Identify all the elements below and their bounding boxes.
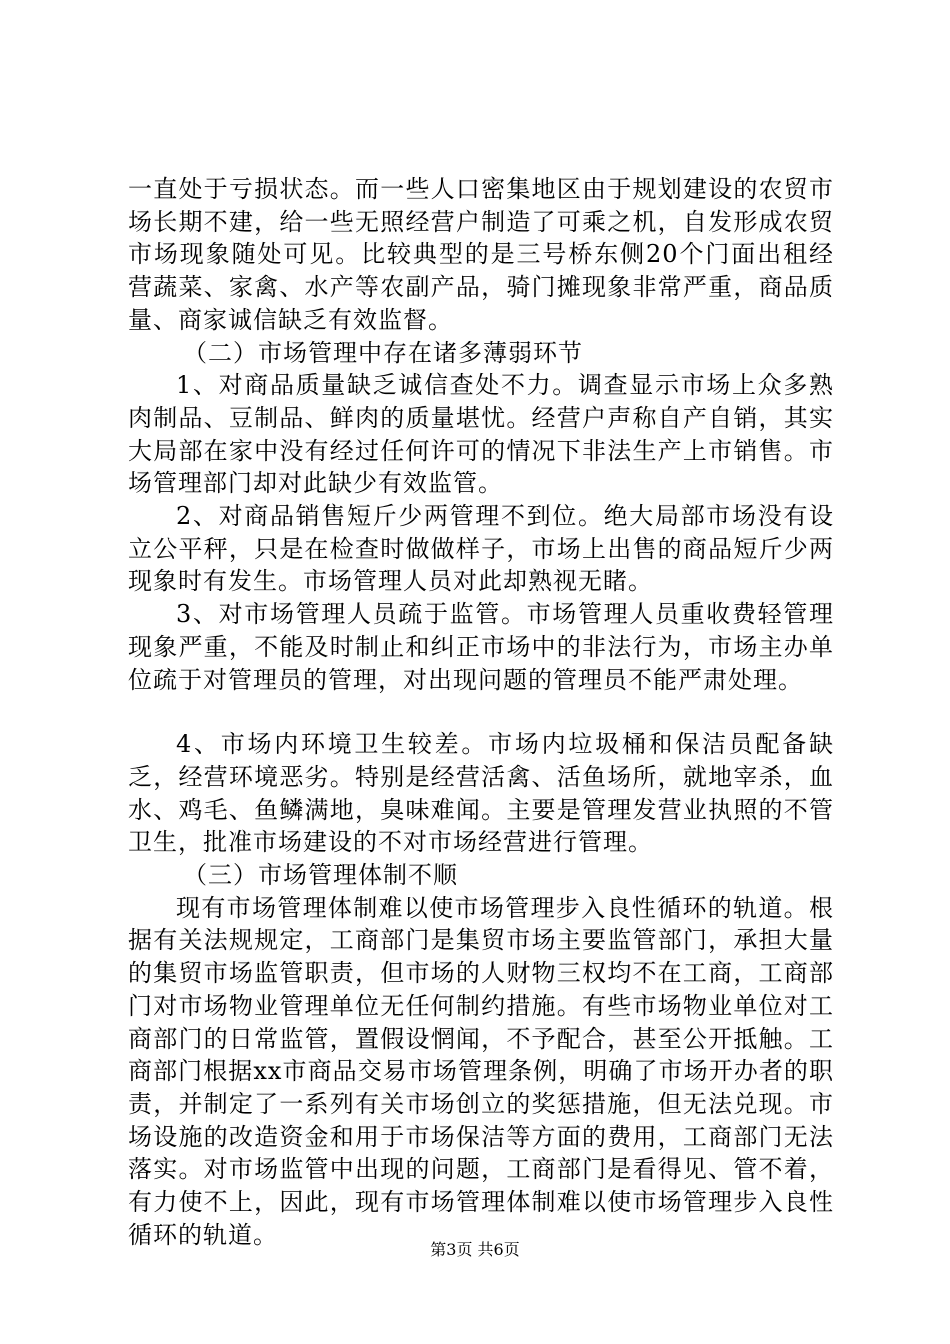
paragraph-item-3: 3、对市场管理人员疏于监管。市场管理人员重收费轻管理现象严重，不能及时制止和纠正市场中的非法行为，市场主办单位疏于对管理员的管理，对出现问题的管理员不能严肃处理。	[128, 600, 834, 694]
paragraph-item-1: 1、对商品质量缺乏诚信查处不力。调查显示市场上众多熟肉制品、豆制品、鲜肉的质量堪忧。经营户声称自产自销，其实大局部在家中没有经过任何许可的情况下非法生产上市销售。市场管理部门却对此缺少有效监管。	[128, 371, 834, 498]
section-heading-2: （二）市场管理中存在诸多薄弱环节	[183, 338, 583, 367]
document-body	[128, 173, 834, 1252]
paragraph-gap	[128, 696, 834, 728]
section-heading-3: （三）市场管理体制不顺	[183, 861, 458, 890]
page-footer: 第3页 共6页	[430, 1240, 520, 1259]
paragraph-system: 现有市场管理体制难以使市场管理步入良性循环的轨道。根据有关法规规定，工商部门是集贸市场主要监管部门，承担大量的集贸市场监管职责，但市场的人财物三权均不在工商，工商部门对市场物业管理单位无任何制约措施。有些市场物业单位对工商部门的日常监管，置假设惘闻，不予配合，甚至公开抵触。工商部门根据xx市商品交易市场管理条例，明确了市场开办者的职责，并制定了一系列有关市场创立的奖惩措施，但无法兑现。市场设施的改造资金和用于市场保洁等方面的费用，工商部门无法落实。对市场监管中出现的问题，工商部门是看得见、管不着，有力使不上，因此，现有市场管理体制难以使市场管理步入良性循环的轨道。	[128, 893, 834, 1249]
paragraph-item-2: 2、对商品销售短斤少两管理不到位。绝大局部市场没有设立公平秤，只是在检查时做做样子，市场上出售的商品短斤少两现象时有发生。市场管理人员对此却熟视无睹。	[128, 502, 834, 596]
paragraph-item-4: 4、市场内环境卫生较差。市场内垃圾桶和保洁员配备缺乏，经营环境恶劣。特别是经营活禽、活鱼场所，就地宰杀，血水、鸡毛、鱼鳞满地，臭味难闻。主要是管理发营业执照的不管卫生，批准市场建设的不对市场经营进行管理。	[128, 730, 834, 857]
paragraph-continuation: 一直处于亏损状态。而一些人口密集地区由于规划建设的农贸市场长期不建，给一些无照经营户制造了可乘之机，自发形成农贸市场现象随处可见。比较典型的是三号桥东侧20个门面出租经营蔬菜、家禽、水产等农副产品，骑门摊现象非常严重，商品质量、商家诚信缺乏有效监督。	[128, 175, 834, 334]
